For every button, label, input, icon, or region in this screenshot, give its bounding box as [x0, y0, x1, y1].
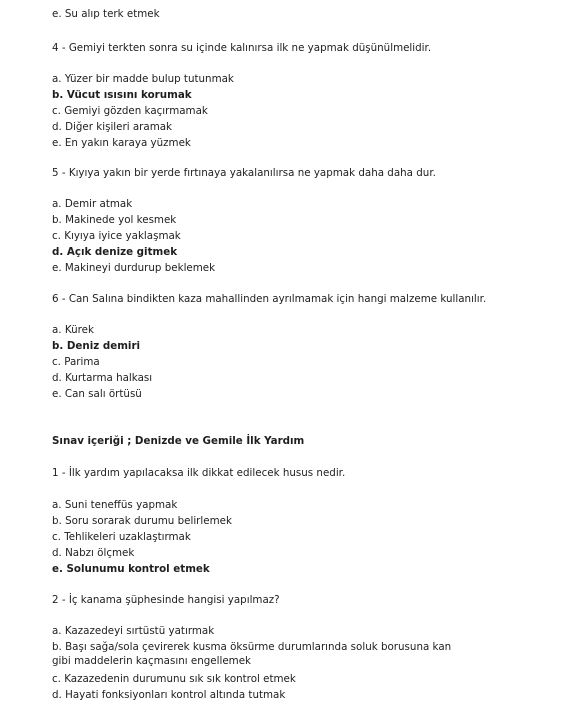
- q3-option-e: e. Su alıp terk etmek: [52, 8, 160, 20]
- q4-question: 4 - Gemiyi terkten sonra su içinde kalınırsa ilk ne yapmak düşünülmelidir.: [52, 42, 432, 54]
- s2q1-option-e-correct: e. Solunumu kontrol etmek: [52, 563, 210, 575]
- q5-question: 5 - Kıyıya yakın bir yerde fırtınaya yakalanılırsa ne yapmak daha daha dur.: [52, 167, 436, 179]
- s2q1-question: 1 - İlk yardım yapılacaksa ilk dikkat edilecek husus nedir.: [52, 467, 346, 479]
- q5-option-a: a. Demir atmak: [52, 198, 133, 210]
- q6-option-d: d. Kurtarma halkası: [52, 372, 153, 384]
- q6-question: 6 - Can Salına bindikten kaza mahallinden ayrılmamak için hangi malzeme kullanılır.: [52, 293, 487, 305]
- s2q2-question: 2 - İç kanama şüphesinde hangisi yapılmaz?: [52, 594, 280, 606]
- s2q2-option-a: a. Kazazedeyi sırtüstü yatırmak: [52, 625, 215, 637]
- s2q2-option-c: c. Kazazedenin durumunu sık sık kontrol etmek: [52, 673, 296, 685]
- s2q2-option-b: b. Başı sağa/sola çevirerek kusma öksürme durumlarında soluk borusuna kan gibi maddelerin kaçmasını engellemek: [52, 641, 452, 667]
- s2q1-option-a: a. Suni teneffüs yapmak: [52, 499, 178, 511]
- s2q1-option-d: d. Nabzı ölçmek: [52, 547, 135, 559]
- q4-option-b-correct: b. Vücut ısısını korumak: [52, 89, 192, 101]
- q4-option-e: e. En yakın karaya yüzmek: [52, 137, 191, 149]
- s2q1-option-c: c. Tehlikeleri uzaklaştırmak: [52, 531, 191, 543]
- s2q1-option-b: b. Soru sorarak durumu belirlemek: [52, 515, 232, 527]
- q4-option-d: d. Diğer kişileri aramak: [52, 121, 173, 133]
- q4-option-a: a. Yüzer bir madde bulup tutunmak: [52, 73, 234, 85]
- section-heading: Sınav içeriği ; Denizde ve Gemile İlk Yardım: [52, 435, 305, 447]
- q5-option-d-correct: d. Açık denize gitmek: [52, 246, 178, 258]
- q5-option-c: c. Kıyıya iyice yaklaşmak: [52, 230, 181, 242]
- q6-option-e: e. Can salı örtüsü: [52, 388, 142, 400]
- q6-option-a: a. Kürek: [52, 324, 94, 336]
- q4-option-c: c. Gemiyi gözden kaçırmamak: [52, 105, 208, 117]
- q6-option-b-correct: b. Deniz demiri: [52, 340, 141, 352]
- s2q2-option-d: d. Hayati fonksiyonları kontrol altında tutmak: [52, 689, 286, 701]
- q5-option-e: e. Makineyi durdurup beklemek: [52, 262, 216, 274]
- q5-option-b: b. Makinede yol kesmek: [52, 214, 177, 226]
- q6-option-c: c. Parima: [52, 356, 100, 368]
